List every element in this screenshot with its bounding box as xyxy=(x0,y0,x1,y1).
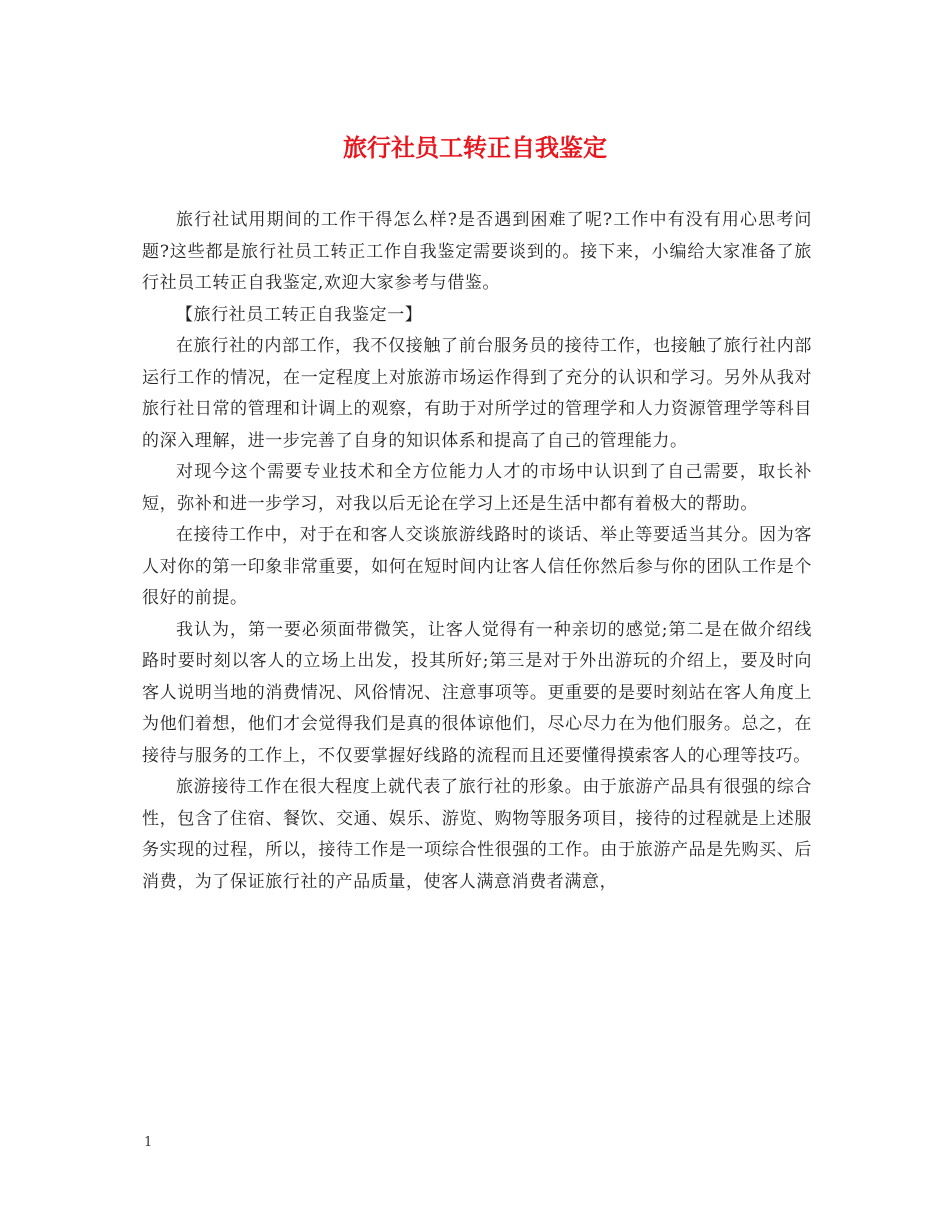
document-title: 旅行社员工转正自我鉴定 xyxy=(343,133,607,162)
paragraph-intro: 旅行社试用期间的工作干得怎么样?是否遇到困难了呢?工作中有没有用心思考问题?这些都是旅行社员工转正工作自我鉴定需要谈到的。接下来，小编给大家准备了旅行社员工转正自我鉴定,欢迎大家参考与借鉴。 xyxy=(142,210,812,293)
paragraph: 在接待工作中，对于在和客人交谈旅游线路时的谈话、举止等要适当其分。因为客人对你的第一印象非常重要，如何在短时间内让客人信任你然后参与你的团队工作是个很好的前提。 xyxy=(142,525,812,608)
page-number: 1 xyxy=(144,1135,153,1150)
paragraph: 旅游接待工作在很大程度上就代表了旅行社的形象。由于旅游产品具有很强的综合性，包含了住宿、餐饮、交通、娱乐、游览、购物等服务项目，接待的过程就是上述服务实现的过程，所以，接待工作是一项综合性很强的工作。由于旅游产品是先购买、后消费，为了保证旅行社的产品质量，使客人满意消费者满意， xyxy=(142,777,812,892)
section-heading: 【旅行社员工转正自我鉴定一】 xyxy=(176,304,423,325)
paragraph: 我认为，第一要必须面带微笑，让客人觉得有一种亲切的感觉;第二是在做介绍线路时要时刻以客人的立场上出发，投其所好;第三是对于外出游玩的介绍上，要及时向客人说明当地的消费情况、风俗情况、注意事项等。更重要的是要时刻站在客人角度上为他们着想，他们才会觉得我们是真的很体谅他们，尽心尽力在为他们服务。总之，在接待与服务的工作上，不仅要掌握好线路的流程而且还要懂得摸索客人的心理等技巧。 xyxy=(142,619,812,766)
paragraph: 在旅行社的内部工作，我不仅接触了前台服务员的接待工作，也接触了旅行社内部运行工作的情况，在一定程度上对旅游市场运作得到了充分的认识和学习。另外从我对旅行社日常的管理和计调上的观察，有助于对所学过的管理学和人力资源管理学等科目的深入理解，进一步完善了自身的知识体系和提高了自己的管理能力。 xyxy=(142,336,812,451)
document-body xyxy=(142,205,812,898)
paragraph: 对现今这个需要专业技术和全方位能力人才的市场中认识到了自己需要，取长补短，弥补和进一步学习，对我以后无论在学习上还是生活中都有着极大的帮助。 xyxy=(142,462,812,514)
